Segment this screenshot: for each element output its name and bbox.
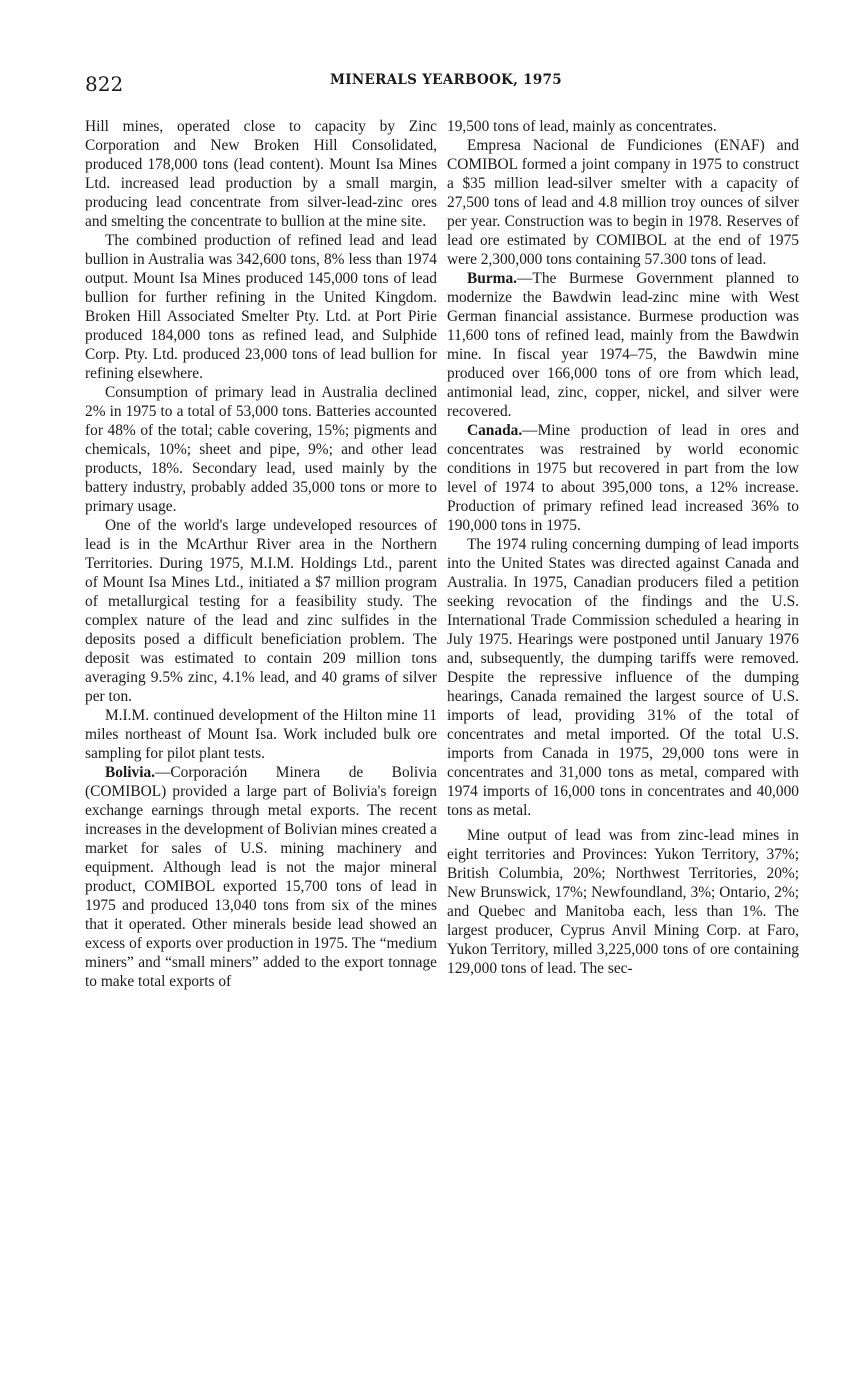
paragraph-text: Empresa Nacional de Fundiciones (ENAF) and COMIBOL formed a joint company in 1975 to construct a $35 million lead-silver smelter with a capacity of 27,500 tons of lead and 4.8 million troy ounces of silver per year. Construction was to begin in 1978. Reserves of lead ore estimated by COMIBOL at the end of 1975 were 2,300,000 tons containing 57.300 tons of lead. bbox=[447, 137, 799, 268]
paragraph-text: The 1974 ruling concerning dumping of lead imports into the United States was directed against Canada and Australia. In 1975, Canadian producers filed a petition seeking revocation of the findings and the U.S. International Trade Commission scheduled a hearing in July 1975. Hearings were postponed until January 1976 and, subsequently, the dumping tariffs were removed. Despite the repressive influence of the dumping hearings, Canada remained the largest source of U.S. imports of lead, providing 31% of the total of concentrates and metal imported. Of the total U.S. imports from Canada in 1975, 29,000 tons were in concentrates and 31,000 tons as metal, compared with 1974 imports of 16,000 tons in concentrates and 40,000 tons as metal. bbox=[447, 536, 799, 819]
paragraph bbox=[447, 826, 799, 978]
paragraph-text: Mine output of lead was from zinc-lead mines in eight territories and Provinces: Yukon Territory, 37%; British Columbia, 20%; Northwest Territories, 20%; New Brunswick, 17%; Newfoundland, 3%; Ontario, 2%; and Quebec and Manitoba each, less than 1%. The largest producer, Cyprus Anvil Mining Corp. at Faro, Yukon Territory, milled 3,225,000 tons of ore containing 129,000 tons of lead. The sec- bbox=[447, 827, 799, 977]
section-heading-burma: Burma. bbox=[467, 270, 518, 287]
paragraph bbox=[85, 383, 437, 516]
running-head: MINERALS YEARBOOK, 1975 bbox=[330, 72, 562, 88]
paragraph bbox=[447, 421, 799, 535]
section-heading-bolivia: Bolivia. bbox=[105, 764, 156, 781]
paragraph-text: Hill mines, operated close to capacity by Zinc Corporation and New Broken Hill Consolidated, produced 178,000 tons (lead content). Mount Isa Mines Ltd. increased lead production by a small margin, producing lead concentrate from silver-lead-zinc ores and smelting the concentrate to bullion at the mine site. bbox=[85, 118, 437, 230]
paragraph-text: —Mine production of lead in ores and concentrates was restrained by world economic conditions in 1975 but recovered in part from the low level of 1974 to about 395,000 tons, a 12% increase. Production of primary refined lead increased 36% to 190,000 tons in 1975. bbox=[447, 422, 799, 534]
paragraph bbox=[85, 706, 437, 763]
paragraph bbox=[85, 231, 437, 383]
paragraph-text: The combined production of refined lead and lead bullion in Australia was 342,600 tons, 8% less than 1974 output. Mount Isa Mines produced 145,000 tons of lead bullion for further refining in the United Kingdom. Broken Hill Associated Smelter Pty. Ltd. at Port Pirie produced 184,000 tons as refined lead, and Sulphide Corp. Pty. Ltd. produced 23,000 tons of lead bullion for refining elsewhere. bbox=[85, 232, 437, 382]
paragraph bbox=[85, 763, 437, 991]
paragraph bbox=[447, 535, 799, 820]
right-column bbox=[447, 117, 799, 978]
page-number: 822 bbox=[85, 72, 124, 96]
paragraph-text: 19,500 tons of lead, mainly as concentrates. bbox=[447, 118, 717, 135]
paragraph-text: One of the world's large undeveloped resources of lead is in the McArthur River area in the Northern Territories. During 1975, M.I.M. Holdings Ltd., parent of Mount Isa Mines Ltd., initiated a $7 million program of metallurgical testing for a feasibility study. The complex nature of the lead and zinc sulfides in the deposits posed a difficult beneficiation problem. The deposit was estimated to contain 209 million tons averaging 9.5% zinc, 4.1% lead, and 40 grams of silver per ton. bbox=[85, 517, 437, 705]
paragraph bbox=[447, 136, 799, 269]
page-header bbox=[0, 72, 850, 96]
paragraph bbox=[85, 117, 437, 231]
paragraph bbox=[85, 516, 437, 706]
paragraph-text: —The Burmese Government planned to modernize the Bawdwin lead-zinc mine with West German financial assistance. Burmese production was 11,600 tons of refined lead, mainly from the Bawdwin mine. In fiscal year 1974–75, the Bawdwin mine produced over 166,000 tons of ore from which lead, antimonial lead, zinc, copper, nickel, and silver were recovered. bbox=[447, 270, 799, 420]
paragraph-text: —Corporación Minera de Bolivia (COMIBOL) provided a large part of Bolivia's foreign exchange earnings through metal exports. The recent increases in the development of Bolivian mines created a market for sales of U.S. mining machinery and equipment. Although lead is not the major mineral product, COMIBOL exported 15,700 tons of lead in 1975 and produced 13,040 tons from six of the mines that it operated. Other minerals beside lead showed an excess of exports over production in 1975. The “medium miners” and “small miners” added to the export tonnage to make total exports of bbox=[85, 764, 437, 990]
paragraph bbox=[447, 117, 799, 136]
paragraph-text: Consumption of primary lead in Australia declined 2% in 1975 to a total of 53,000 tons. Batteries accounted for 48% of the total; cable covering, 15%; pigments and chemicals, 10%; sheet and pipe, 9%; and other lead products, 18%. Secondary lead, used mainly by the battery industry, probably added 35,000 tons or more to primary usage. bbox=[85, 384, 437, 515]
left-column bbox=[85, 117, 437, 991]
paragraph bbox=[447, 269, 799, 421]
section-heading-canada: Canada. bbox=[467, 422, 523, 439]
paragraph-text: M.I.M. continued development of the Hilton mine 11 miles northeast of Mount Isa. Work included bulk ore sampling for pilot plant tests. bbox=[85, 707, 437, 762]
